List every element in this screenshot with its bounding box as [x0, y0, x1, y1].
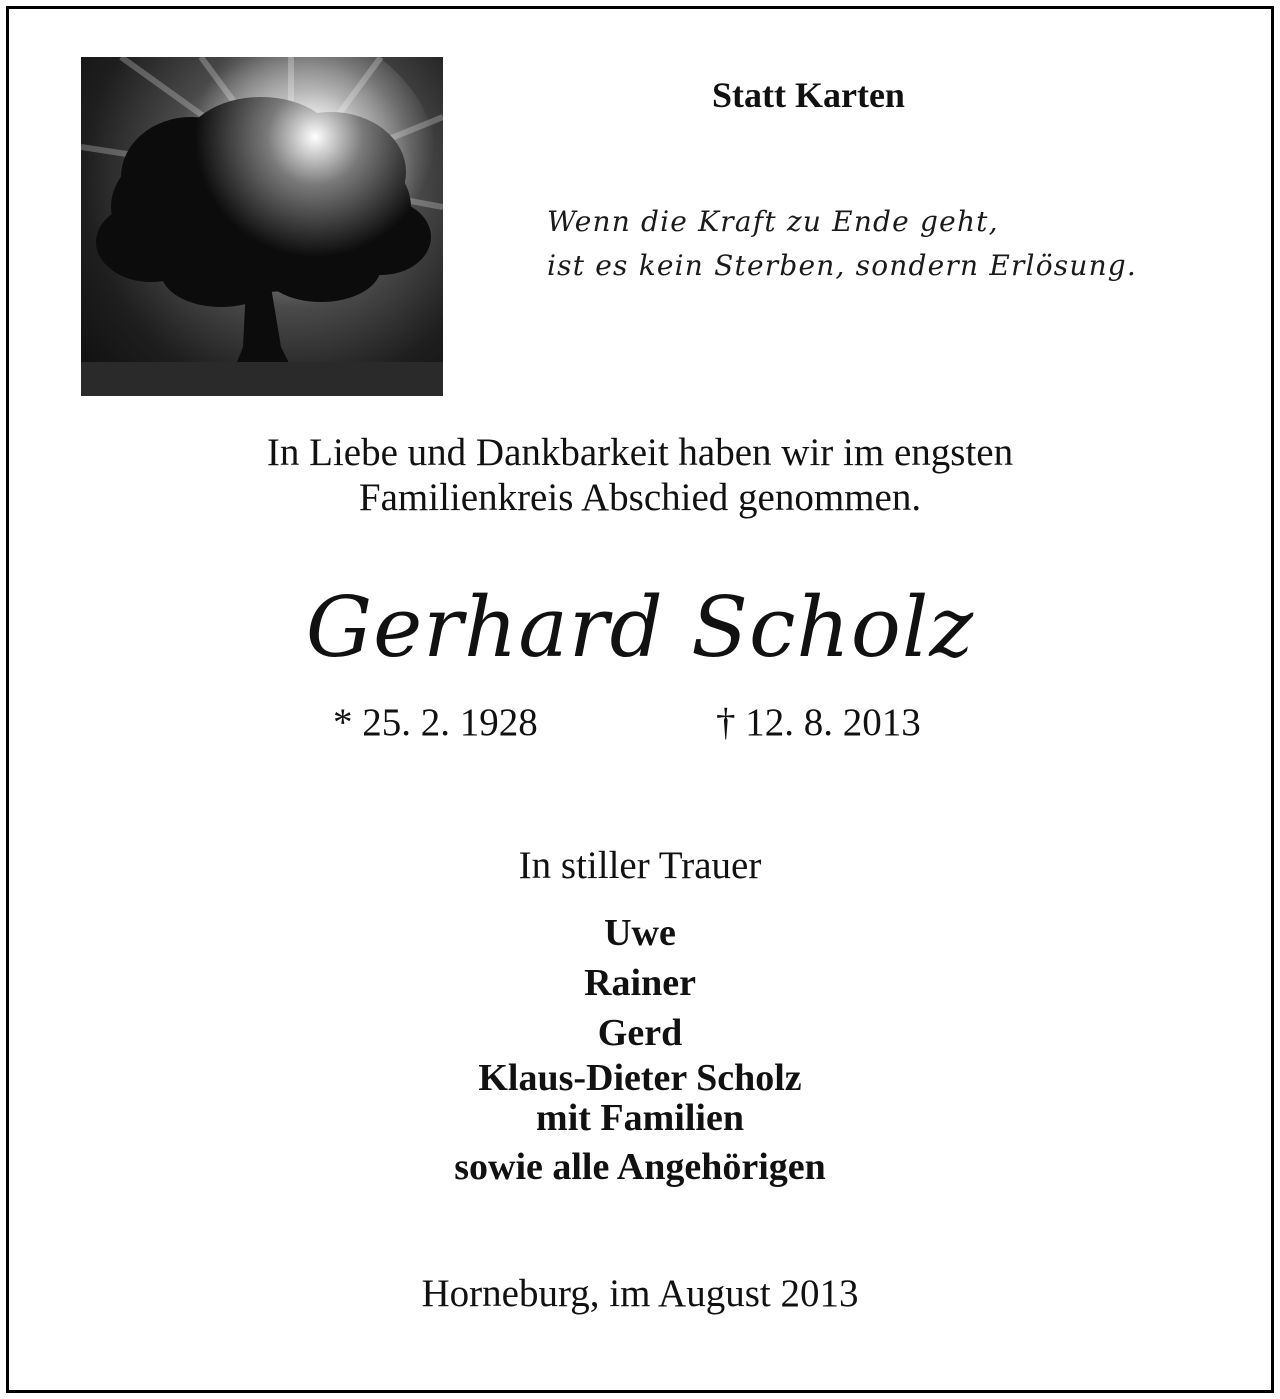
place-date: Horneburg, im August 2013 [421, 1272, 859, 1315]
mourners-list [0, 908, 1280, 1196]
statt-karten-heading: Statt Karten [712, 75, 905, 115]
intro-line-2: Familienkreis Abschied genommen. [358, 476, 922, 519]
quote [547, 200, 1137, 288]
quote-line-1: Wenn die Kraft zu Ende geht, [547, 205, 999, 238]
mourner-name: Gerd [597, 1012, 683, 1054]
mourner-relatives: sowie alle Angehörigen [454, 1146, 826, 1188]
mourner-name: Uwe [604, 912, 676, 954]
mourner-name: Rainer [584, 962, 696, 1004]
mourning-heading: In stiller Trauer [518, 844, 762, 887]
mourner-family: mit Familien [536, 1097, 744, 1139]
intro-text [0, 430, 1280, 520]
quote-line-2: ist es kein Sterben, sondern Erlösung. [547, 249, 1138, 282]
intro-line-1: In Liebe und Dankbarkeit haben wir im engsten [266, 431, 1014, 474]
deceased-name: Gerhard Scholz [305, 579, 975, 676]
mourner-name: Klaus-Dieter Scholz [478, 1057, 802, 1099]
tree-photo [81, 57, 443, 396]
death-date: † 12. 8. 2013 [716, 701, 921, 744]
birth-date: * 25. 2. 1928 [333, 701, 538, 744]
